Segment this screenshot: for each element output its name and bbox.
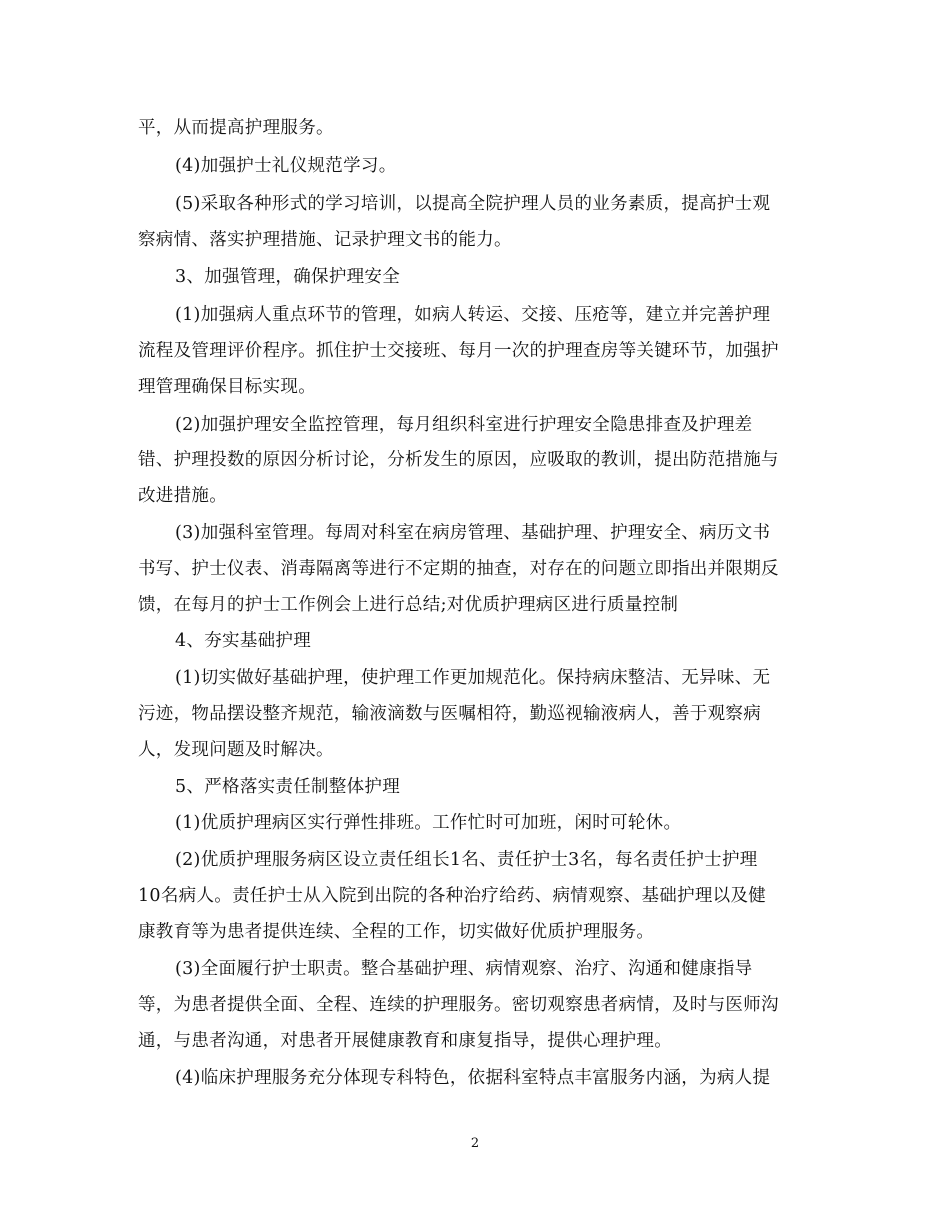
text-line: (3)加强科室管理。每周对科室在病房管理、基础护理、护理安全、病历文书 <box>175 523 771 543</box>
text-line: 污迹，物品摆设整齐规范，输液滴数与医嘱相符，勤巡视输液病人，善于观察病 <box>138 704 761 724</box>
text-line: (2)优质护理服务病区设立责任组长1名、责任护士3名，每名责任护士护理 <box>175 850 758 870</box>
text-line: (4)加强护士礼仪规范学习。 <box>175 156 397 176</box>
section-heading: 5、严格落实责任制整体护理 <box>175 777 401 797</box>
text-line: (3)全面履行护士职责。整合基础护理、病情观察、治疗、沟通和健康指导 <box>175 959 753 979</box>
text-line: 理管理确保目标实现。 <box>138 377 316 397</box>
text-line: (1)加强病人重点环节的管理，如病人转运、交接、压疮等，建立并完善护理 <box>175 305 771 325</box>
text-line: (1)优质护理病区实行弹性排班。工作忙时可加班，闲时可轮休。 <box>175 813 682 833</box>
text-line: (4)临床护理服务充分体现专科特色，依据科室特点丰富服务内涵，为病人提 <box>175 1068 771 1088</box>
text-line: 10名病人。责任护士从入院到出院的各种治疗给药、病情观察、基础护理以及健 <box>138 886 767 906</box>
page-number: 2 <box>470 1136 480 1151</box>
text-line: 平，从而提高护理服务。 <box>138 118 334 138</box>
text-line: 人，发现问题及时解决。 <box>138 740 334 760</box>
text-line: 改进措施。 <box>138 486 227 506</box>
text-line: 馈，在每月的护士工作例会上进行总结;对优质护理病区进行质量控制 <box>138 595 679 615</box>
section-heading: 4、夯实基础护理 <box>175 631 312 651</box>
text-line: 察病情、落实护理措施、记录护理文书的能力。 <box>138 230 512 250</box>
text-line: (2)加强护理安全监控管理，每月组织科室进行护理安全隐患排查及护理差 <box>175 415 753 435</box>
text-line: (5)采取各种形式的学习培训，以提高全院护理人员的业务素质，提高护士观 <box>175 194 771 214</box>
text-line: 等，为患者提供全面、全程、连续的护理服务。密切观察患者病情，及时与医师沟 <box>138 995 779 1015</box>
section-heading: 3、加强管理，确保护理安全 <box>175 267 401 287</box>
text-line: 流程及管理评价程序。抓住护士交接班、每月一次的护理查房等关键环节，加强护 <box>138 341 779 361</box>
text-line: 书写、护士仪表、消毒隔离等进行不定期的抽查，对存在的问题立即指出并限期反 <box>138 559 779 579</box>
text-line: (1)切实做好基础护理，使护理工作更加规范化。保持病床整洁、无异味、无 <box>175 668 771 688</box>
text-line: 错、护理投数的原因分析讨论，分析发生的原因，应吸取的教训，提出防范措施与 <box>138 450 779 470</box>
text-line: 康教育等为患者提供连续、全程的工作，切实做好优质护理服务。 <box>138 922 655 942</box>
text-line: 通，与患者沟通，对患者开展健康教育和康复指导，提供心理护理。 <box>138 1031 672 1051</box>
